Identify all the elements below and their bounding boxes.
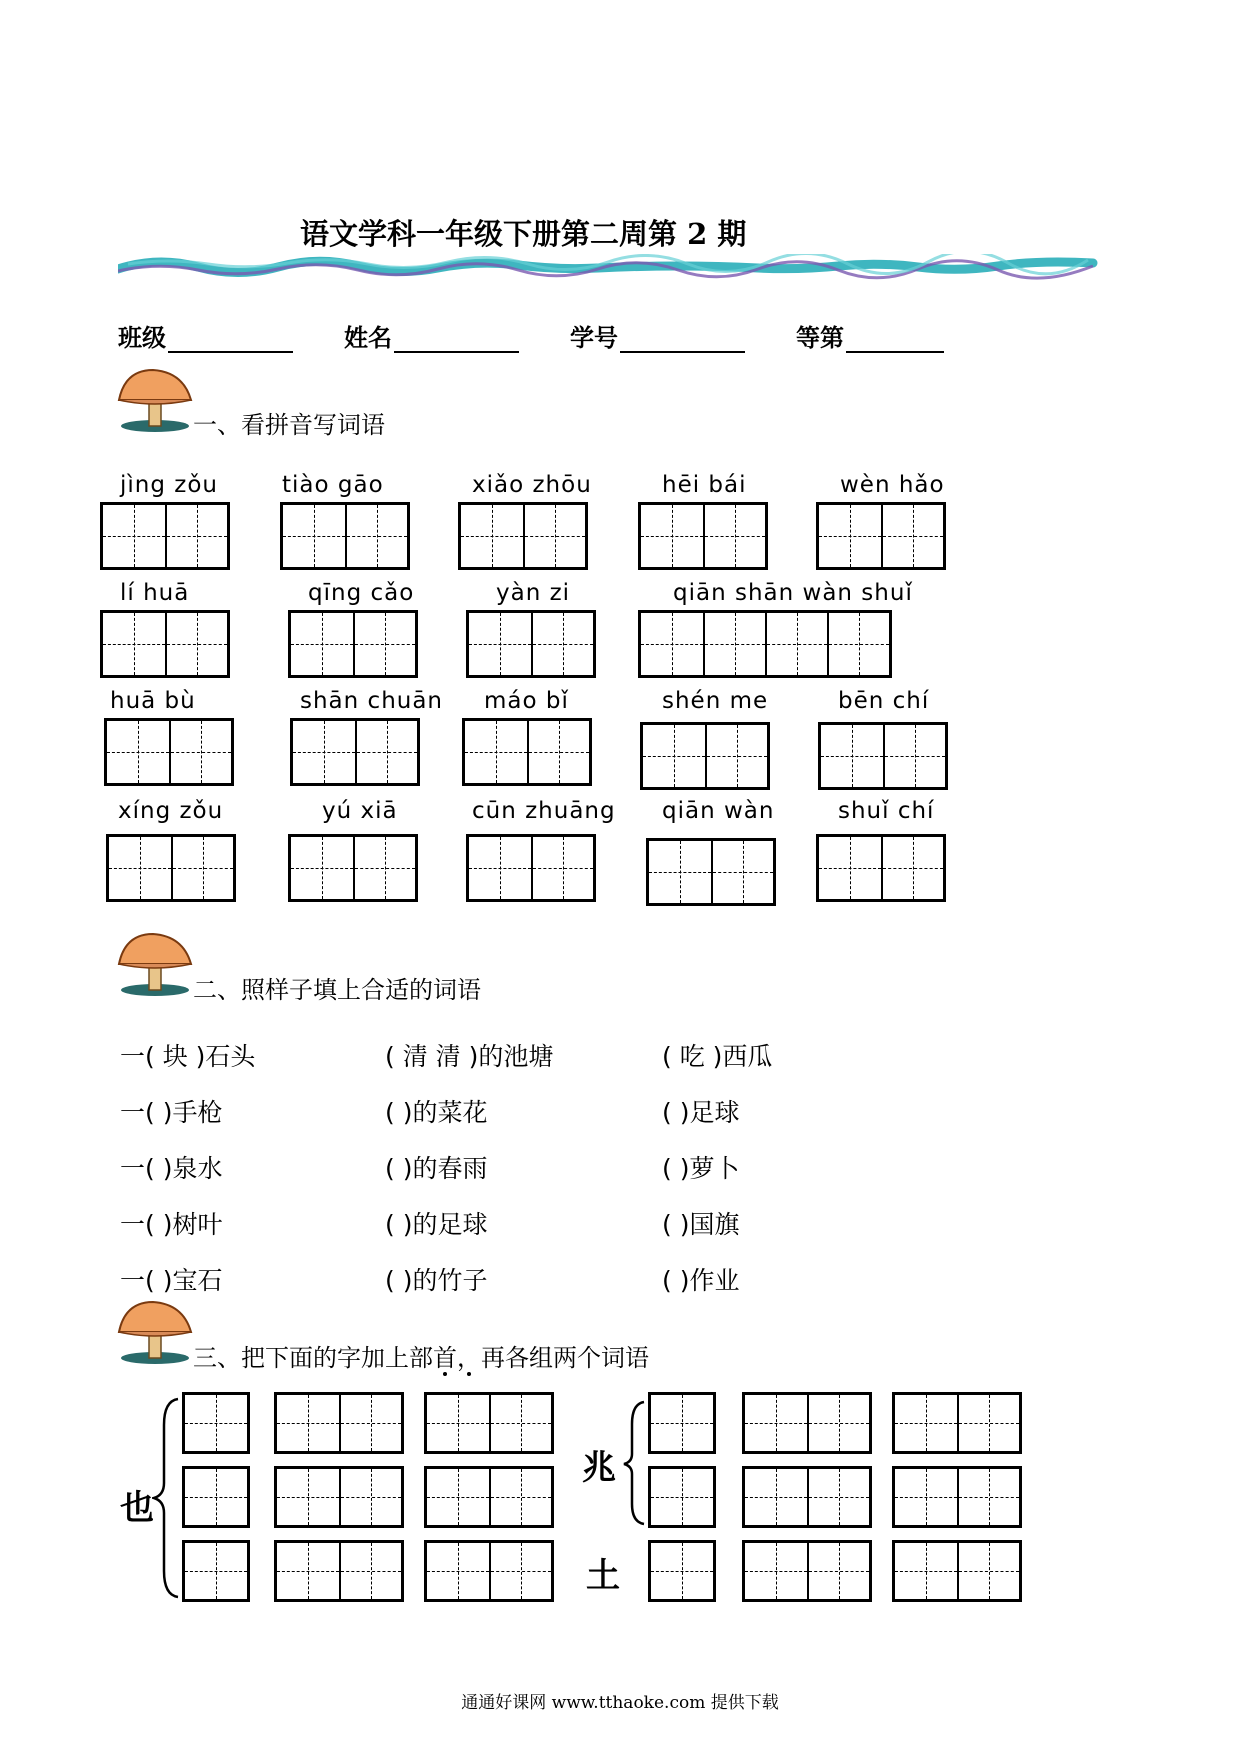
tianzige-grid[interactable] (182, 1392, 250, 1454)
tianzige-grid[interactable] (462, 718, 592, 786)
emphasis-dot (467, 1372, 471, 1376)
pinyin-label: qiān wàn (662, 798, 775, 824)
pinyin-label: lí huā (120, 580, 190, 606)
section-2-title: 二、照样子填上合适的词语 (193, 976, 481, 1004)
pinyin-label: qīng cǎo (308, 580, 415, 606)
fill-item[interactable]: 一( )泉水 (120, 1154, 223, 1183)
student-id-field[interactable]: 学号 (570, 318, 745, 353)
tianzige-grid[interactable] (466, 610, 596, 678)
tianzige-grid[interactable] (892, 1466, 1022, 1528)
pinyin-label: shén me (662, 688, 769, 714)
tianzige-grid[interactable] (288, 610, 418, 678)
tianzige-grid[interactable] (742, 1466, 872, 1528)
fill-item[interactable]: 一( )树叶 (120, 1210, 223, 1239)
tianzige-grid[interactable] (182, 1466, 250, 1528)
grade-field[interactable]: 等第 (796, 318, 944, 353)
tianzige-grid[interactable] (280, 502, 410, 570)
class-field[interactable]: 班级 (118, 318, 293, 353)
pinyin-label: bēn chí (838, 688, 930, 714)
pinyin-label: qiān shān wàn shuǐ (673, 580, 913, 606)
base-char: 也 (120, 1488, 154, 1528)
tianzige-grid[interactable] (816, 502, 946, 570)
tianzige-grid[interactable] (646, 838, 776, 906)
section-1-title: 一、看拼音写词语 (193, 411, 385, 439)
mushroom-icon (115, 1300, 195, 1366)
tianzige-grid[interactable] (648, 1540, 716, 1602)
fill-item[interactable]: 一( )手枪 (120, 1098, 223, 1127)
mushroom-icon (115, 932, 195, 998)
fill-item[interactable]: ( )萝卜 (662, 1154, 740, 1183)
fill-item[interactable]: ( )的竹子 (385, 1266, 488, 1295)
tianzige-grid[interactable] (288, 834, 418, 902)
tianzige-grid[interactable] (818, 722, 948, 790)
tianzige-grid[interactable] (424, 1540, 554, 1602)
tianzige-grid[interactable] (274, 1540, 404, 1602)
fill-item[interactable]: ( )足球 (662, 1098, 740, 1127)
tianzige-grid[interactable] (892, 1392, 1022, 1454)
tianzige-grid[interactable] (274, 1392, 404, 1454)
fill-item: ( 吃 )西瓜 (662, 1042, 773, 1071)
tianzige-grid[interactable] (648, 1392, 716, 1454)
fill-item[interactable]: 一( )宝石 (120, 1266, 223, 1295)
pinyin-label: shuǐ chí (838, 798, 935, 824)
fill-item[interactable]: ( )的春雨 (385, 1154, 488, 1183)
tianzige-grid[interactable] (100, 610, 230, 678)
tianzige-grid[interactable] (640, 722, 770, 790)
pinyin-label: xíng zǒu (118, 798, 224, 824)
tianzige-grid[interactable] (742, 1392, 872, 1454)
pinyin-label: xiǎo zhōu (472, 472, 592, 498)
emphasis-dot (443, 1372, 447, 1376)
pinyin-label: hēi bái (662, 472, 747, 498)
pinyin-label: shān chuān (300, 688, 444, 714)
tianzige-grid[interactable] (892, 1540, 1022, 1602)
base-char: 土 (586, 1556, 620, 1596)
tianzige-grid[interactable] (648, 1466, 716, 1528)
mushroom-icon (115, 368, 195, 434)
fill-item[interactable]: ( )作业 (662, 1266, 740, 1295)
pinyin-label: huā bù (110, 688, 196, 714)
footer-text: 通通好课网 www.tthaoke.com 提供下载 (461, 1693, 779, 1713)
tianzige-grid[interactable] (182, 1540, 250, 1602)
fill-item: 一( 块 )石头 (120, 1042, 256, 1071)
tianzige-grid[interactable] (100, 502, 230, 570)
pinyin-label: máo bǐ (484, 688, 569, 714)
brace-icon (152, 1395, 182, 1601)
name-field[interactable]: 姓名 (344, 318, 519, 353)
wave-divider (118, 254, 1098, 280)
tianzige-grid[interactable] (638, 610, 892, 678)
tianzige-grid[interactable] (274, 1466, 404, 1528)
tianzige-grid[interactable] (424, 1466, 554, 1528)
pinyin-label: tiào gāo (282, 472, 384, 498)
tianzige-grid[interactable] (466, 834, 596, 902)
pinyin-label: wèn hǎo (840, 472, 945, 498)
tianzige-grid[interactable] (638, 502, 768, 570)
pinyin-label: yàn zi (496, 580, 571, 606)
pinyin-label: yú xiā (322, 798, 398, 824)
section-3-title: 三、把下面的字加上部首，再各组两个词语 (193, 1344, 649, 1372)
tianzige-grid[interactable] (290, 718, 420, 786)
base-char: 兆 (582, 1448, 616, 1488)
tianzige-grid[interactable] (816, 834, 946, 902)
page-title: 语文学科一年级下册第二周第 2 期 (300, 217, 747, 251)
tianzige-grid[interactable] (104, 718, 234, 786)
tianzige-grid[interactable] (742, 1540, 872, 1602)
tianzige-grid[interactable] (106, 834, 236, 902)
tianzige-grid[interactable] (458, 502, 588, 570)
tianzige-grid[interactable] (424, 1392, 554, 1454)
fill-item[interactable]: ( )的足球 (385, 1210, 488, 1239)
brace-icon (622, 1398, 648, 1528)
fill-item: ( 清 清 )的池塘 (385, 1042, 554, 1071)
pinyin-label: jìng zǒu (120, 472, 218, 498)
pinyin-label: cūn zhuāng (472, 798, 616, 824)
fill-item[interactable]: ( )国旗 (662, 1210, 740, 1239)
fill-item[interactable]: ( )的菜花 (385, 1098, 488, 1127)
